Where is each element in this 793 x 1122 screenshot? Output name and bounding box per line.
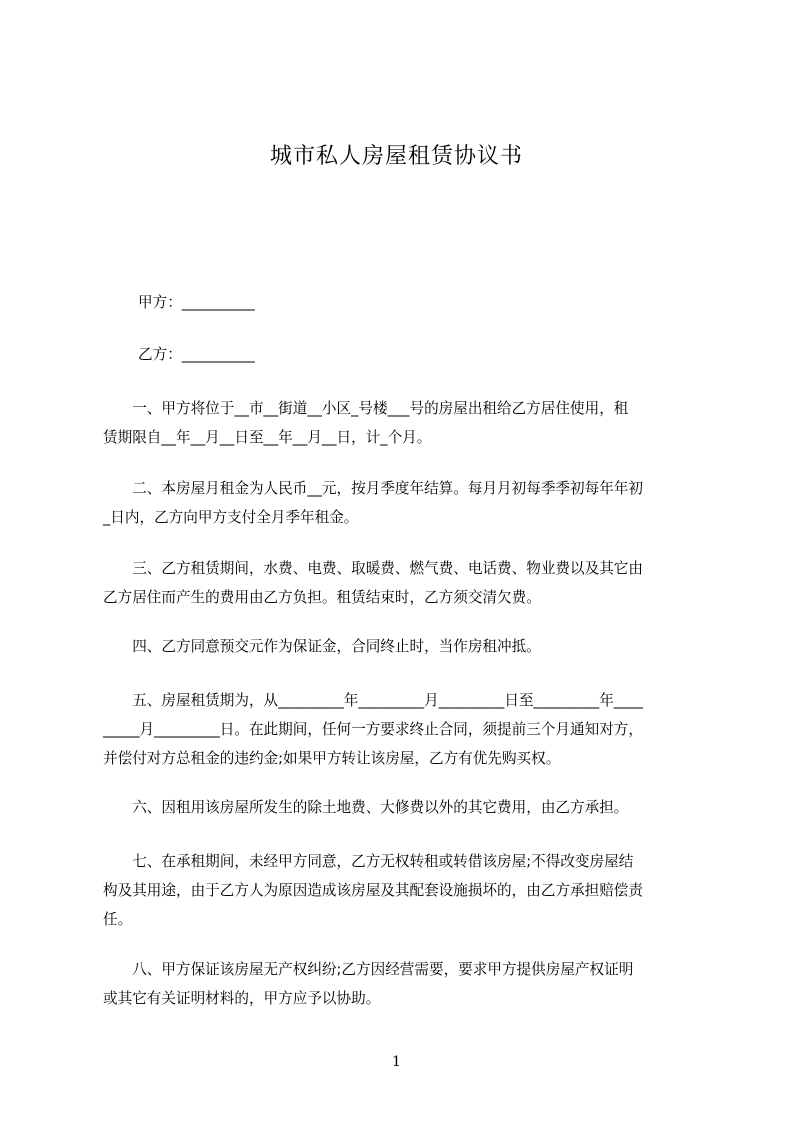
clause-6-line-1: 六、因租用该房屋所发生的除土地费、大修费以外的其它费用，由乙方承担。 [103,799,629,816]
clause-7 [103,847,700,934]
clause-1-line-1: 一、甲方将位于__市__街道__小区_号楼___号的房屋出租给乙方居住使用，租 [103,400,629,417]
clause-4-line-1: 四、乙方同意预交元作为保证金，合同终止时，当作房租冲抵。 [103,638,541,655]
clause-8 [103,955,700,1013]
clause-3 [103,554,700,612]
party-b-line: 乙方：__________ [138,346,255,363]
page-number: 1 [392,1054,401,1070]
clause-2-line-1: 二、本房屋月租金为人民币__元，按月季度年结算。每月月初每季季初每年年初 [103,480,643,497]
clause-7-line-3: 任。 [103,911,133,928]
clause-3-line-1: 三、乙方租赁期间，水费、电费、取暖费、燃气费、电话费、物业费以及其它由 [103,560,643,577]
clause-5 [103,686,700,773]
clause-2 [103,474,700,532]
document-title: 城市私人房屋租赁协议书 [269,144,523,169]
clause-7-line-2: 构及其用途，由于乙方人为原因造成该房屋及其配套设施损坏的，由乙方承担赔偿责 [103,882,643,899]
clause-7-line-1: 七、在承租期间，未经甲方同意，乙方无权转租或转借该房屋;不得改变房屋结 [103,853,634,870]
clause-8-line-2: 或其它有关证明材料的，甲方应予以协助。 [103,990,381,1007]
clause-3-line-2: 乙方居住而产生的费用由乙方负担。租赁结束时，乙方须交清欠费。 [103,589,541,606]
clause-2-line-2: _日内，乙方向甲方支付全月季年租金。 [103,509,359,526]
clause-1-line-2: 赁期限自__年__月__日至__年__月__日，计_个月。 [103,429,432,446]
clause-5-line-3: 并偿付对方总租金的违约金;如果甲方转让该房屋，乙方有优先购买权。 [103,750,561,767]
clause-5-line-1: 五、房屋租赁期为，从_________年_________月_________日至_________年____ [103,692,643,709]
clause-8-line-1: 八、甲方保证该房屋无产权纠纷;乙方因经营需要，要求甲方提供房屋产权证明 [103,961,634,978]
clause-1 [103,394,700,452]
clause-4 [103,632,700,661]
party-a-line: 甲方：__________ [138,294,255,311]
clause-5-line-2: _____月_________日。在此期间，任何一方要求终止合同，须提前三个月通知对方， [103,721,643,738]
clause-6 [103,793,700,822]
